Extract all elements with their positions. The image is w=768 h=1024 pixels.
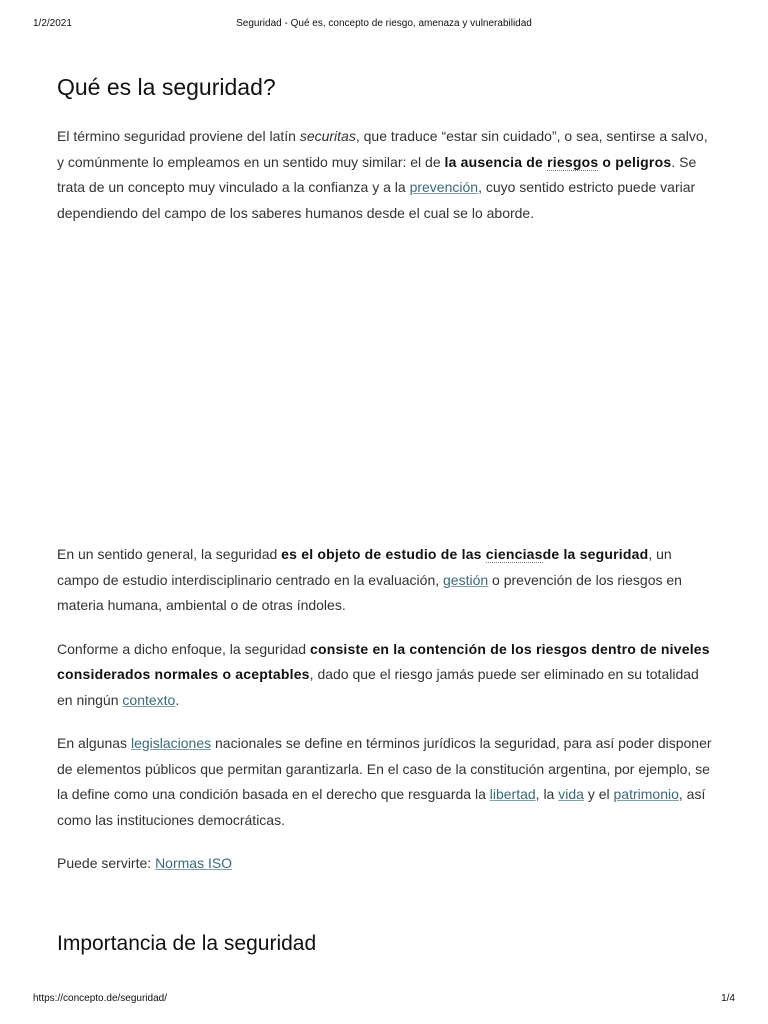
text: , la [535,786,559,802]
link-normas-iso[interactable]: Normas ISO [155,855,233,871]
text: , dado que el riesgo jamás puede ser eliminado en su totalidad en ningún [57,666,699,708]
text: o peligros [598,153,672,170]
link-contexto[interactable]: contexto [122,691,176,708]
bold-phrase: consiste en la contención de los riesgos dentro de niveles considerados normales o aceptables [57,640,710,682]
print-footer [0,993,768,1007]
link-patrimonio[interactable]: patrimonio [613,786,679,802]
latin-term: securitas [299,128,356,144]
paragraph-approach [57,637,717,714]
print-date: 1/2/2021 [33,18,72,29]
text: , que traduce “estar sin cuidado”, o sea, sentirse a salvo, y comúnmente lo empleamos en un sentido muy similar: el de [57,128,708,170]
text: El término seguridad proviene del latín [57,128,300,144]
text: , un campo de estudio interdisciplinario centrado en la evaluación, [57,546,672,588]
paragraph-general-sense [57,542,717,619]
text: es el objeto de estudio de las [281,546,486,562]
print-header [0,18,768,32]
paragraph-legislation [57,731,717,833]
text: Conforme a dicho enfoque, la seguridad [57,640,310,657]
paragraph-intro [57,124,717,226]
text: En un sentido general, la seguridad [57,546,282,562]
page-number: 1/4 [721,993,735,1004]
link-vida[interactable]: vida [558,786,584,802]
section-heading-importance: Importancia de la seguridad [57,932,317,955]
print-page-title: Seguridad - Qué es, concepto de riesgo, amenaza y vulnerabilidad [236,18,532,29]
link-legislaciones[interactable]: legislaciones [130,735,212,751]
bold-phrase [281,546,648,563]
text: o prevención de los riesgos en materia humana, ambiental o de otras índoles. [57,571,682,613]
text: En algunas [57,735,131,751]
ad-space [57,226,717,542]
paragraph-related [57,851,717,877]
print-url: https://concepto.de/seguridad/ [33,993,167,1004]
link-libertad[interactable]: libertad [489,786,536,802]
text: . Se trata de un concepto muy vinculado a la confianza y a la [57,153,697,195]
text: Puede servirte: [57,855,156,871]
text: de la seguridad [542,546,649,562]
bold-phrase [445,154,672,171]
text: y el [583,786,614,802]
article [57,70,717,877]
article-title: Qué es la seguridad? [57,74,276,100]
text: nacionales se define en términos jurídicos la seguridad, para así poder disponer de elementos públicos que permitan garantizarla. En el caso de la constitución argentina, por ejemplo, se la define como una condición basada en el derecho que resguarda la [57,735,712,802]
text: la ausencia de [444,153,548,170]
text: , cuyo sentido estricto puede variar dependiendo del campo de los saberes humanos desde el cual se lo aborde. [57,179,696,221]
glossary-term[interactable]: riesgos [547,153,599,170]
link-prevencion[interactable]: prevención [409,179,479,195]
link-gestion[interactable]: gestión [443,571,489,588]
text: , así como las instituciones democráticas. [57,786,706,828]
glossary-term[interactable]: ciencias [485,546,543,562]
text: . [175,691,180,708]
